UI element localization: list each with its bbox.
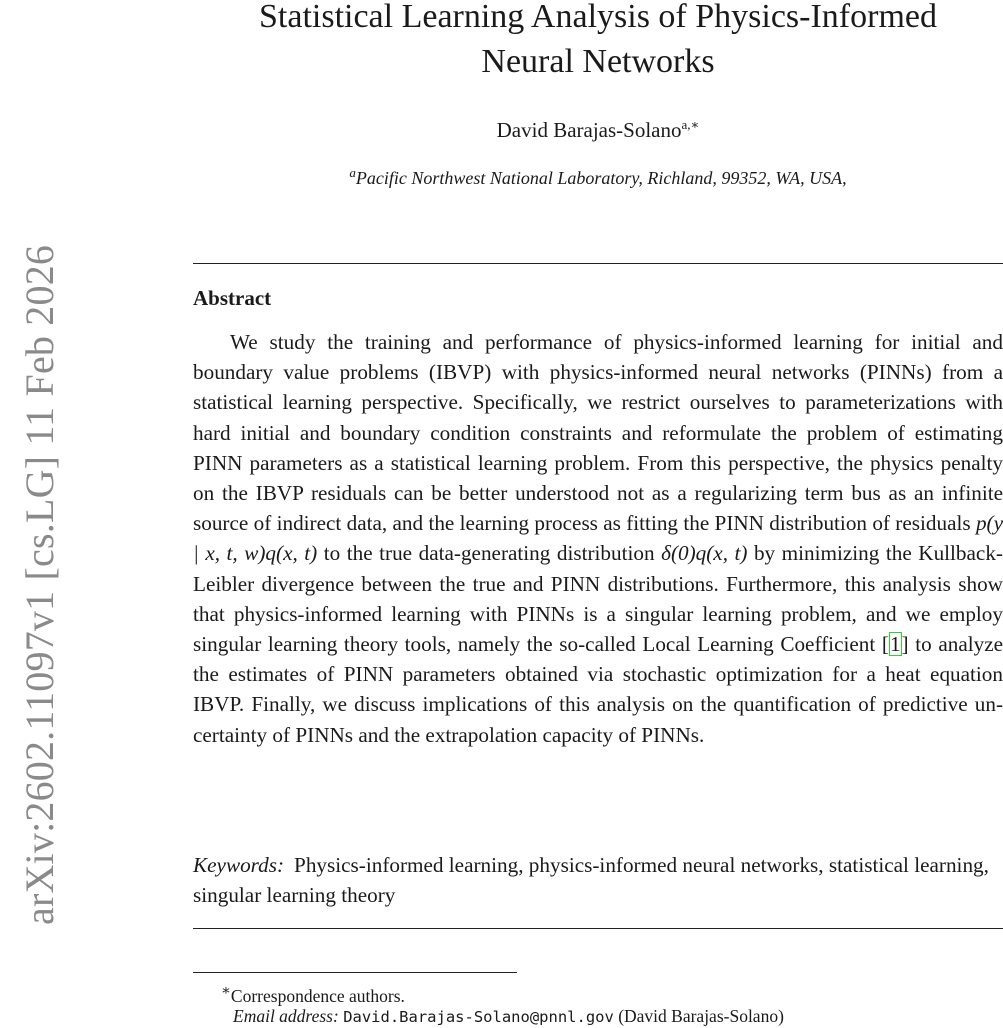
arxiv-identifier: arXiv:2602.11097v1 [cs.LG] 11 Feb 2026 — [17, 244, 62, 925]
footnote-correspondence — [193, 980, 1003, 1007]
abstract-text-4: to analyze the estimates of PINN parameters obtained via stochastic optimization for a heat equation IBVP. Finally, we discuss implications of this analysis on the quantification of predictive uncertainty of PINNs and the extrapolation capacity of PINNs. — [193, 632, 1003, 747]
abstract-body: We study the training and performance of physics-informed learning for initial and boundary value problems (IBVP) with physics-informed neural networks (PINNs) from a statistical learning perspective. Specifically, we restrict ourselves to parameterizations with hard initial and boundary condition constraints and reformulate the problem of estimating PINN parameters as a statistical learning problem. From this perspective, the physics penalty on the IBVP residuals can be better understood not as a regularizing term bus as an infinite source of indirect data, and the learning process as fitting the PINN distribution of residuals p(y | x, t, w)q(x, t) to the true data-generating distribution δ(0)q(x, t) by minimizing the Kullback-Leibler divergence between the true and PINN distributions. Furthermore, this analysis show that physics-informed learning with PINNs is a singular learning problem, and we employ singular learning theory tools, namely the so-called Local Learning Coefficient [1] to analyze the estimates of PINN parameters obtained via stochastic optimization for a heat equation IBVP. Finally, we discuss implications of this analysis on the quantification of predictive uncertainty of PINNs and the extrapolation capacity of PINNs. — [193, 330, 1003, 747]
email-label: Email address: — [233, 1006, 339, 1026]
paper-title — [193, 0, 1003, 84]
abstract-text-1: We study the training and performance of physics-informed learning for initial and boundary value problems (IBVP) with physics-informed neural networks (PINNs) from a statistical learning perspective. Specifically, we restrict ourselves to parameterizations with hard initial and boundary condition constraints and reformulate the problem of estimating PINN parameters as a statistical learning problem. From this perspective, the physics penalty on the IBVP residuals can be better understood not as a regularizing term bus as an infinite source of indirect data, and the learning process as fitting the PINN distribution of residuals — [193, 330, 1003, 536]
email-address[interactable]: David.Barajas-Solano@pnnl.gov — [343, 1008, 614, 1026]
abstract-heading: Abstract — [193, 286, 272, 310]
abstract-text-3: by minimizing the Kullback-Leibler divergence between the true and PINN distributions. Furthermore, this analysis show that physics-informed learning with PINNs is a singular learning problem, and we employ singular learning theory tools, namely the so-called Local Learning Coefficient — [193, 541, 1003, 657]
affiliation-text: Pacific Northwest National Laboratory, Richland, 99352, WA, USA, — [355, 168, 847, 188]
keywords — [193, 850, 1003, 910]
affiliation-mark: a — [349, 165, 356, 180]
footnote-email — [193, 1005, 1003, 1028]
author-line — [193, 117, 1003, 143]
author-marks: a,∗ — [681, 117, 700, 132]
author-name: David Barajas-Solano — [496, 118, 682, 142]
abstract-text-2: to the true data-generating distribution — [317, 541, 662, 566]
citation-link[interactable]: 1 — [889, 632, 901, 657]
top-divider — [193, 263, 1003, 264]
footnote-correspondence-text: Correspondence authors. — [230, 985, 405, 1006]
keywords-text: Physics-informed learning, physics-informed neural networks, statistical learning, singular learning theory — [193, 853, 989, 907]
title-line-1: Statistical Learning Analysis of Physics-Informed — [259, 0, 937, 35]
title-line-2: Neural Networks — [481, 43, 715, 80]
email-owner: (David Barajas-Solano) — [618, 1006, 784, 1026]
math-true-distribution: δ(0)q(x, t) — [661, 541, 748, 566]
footnote-mark: ∗ — [221, 983, 231, 999]
bottom-divider — [193, 928, 1003, 929]
math-pinn-distribution: p(y | x, t, w)q(x, t) — [193, 511, 1003, 566]
affiliation — [193, 166, 1003, 190]
footnote-divider — [193, 972, 517, 973]
keywords-label: Keywords: — [193, 853, 285, 877]
